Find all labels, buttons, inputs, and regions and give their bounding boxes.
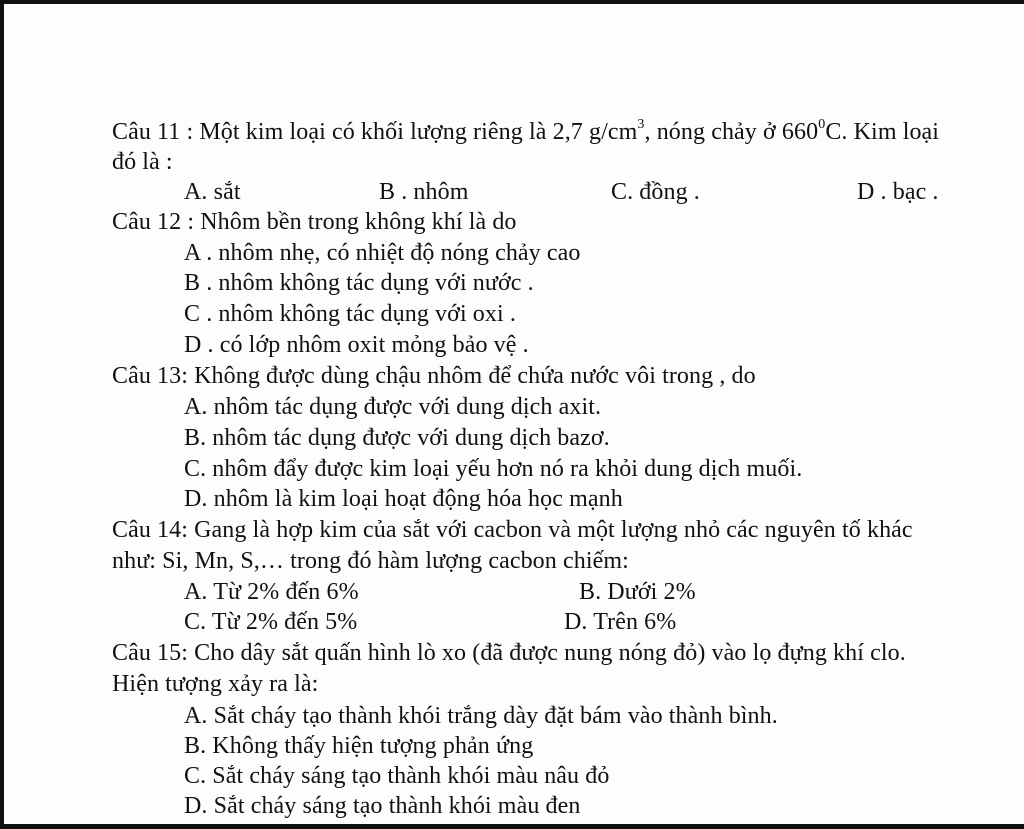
question-14-text-cont: như: Si, Mn, S,… trong đó hàm lượng cacbon chiếm: [112, 548, 629, 574]
question-12-option-c: C . nhôm không tác dụng với oxi . [184, 301, 516, 327]
question-12-text: Câu 12 : Nhôm bền trong không khí là do [112, 209, 517, 235]
question-13-text: Câu 13: Không được dùng chậu nhôm để chứa nước vôi trong , do [112, 363, 756, 389]
question-15-text-cont: Hiện tượng xảy ra là: [112, 671, 319, 697]
question-12-option-a: A . nhôm nhẹ, có nhiệt độ nóng chảy cao [184, 240, 581, 266]
question-11-option-d: D . bạc . [857, 179, 939, 205]
question-15-option-d: D. Sắt cháy sáng tạo thành khói màu đen [184, 793, 581, 819]
question-13-option-c: C. nhôm đẩy được kim loại yếu hơn nó ra khỏi dung dịch muối. [184, 456, 803, 482]
question-11-text: Câu 11 : Một kim loại có khối lượng riêng là 2,7 $g/cm^3$, nóng chảy ở $660^0C$. Kim loại [112, 117, 940, 145]
question-15-option-a: A. Sắt cháy tạo thành khói trắng dày đặt bám vào thành bình. [184, 703, 778, 729]
question-14-option-d: D. Trên 6% [564, 609, 677, 635]
question-11-option-b: B . nhôm [379, 179, 469, 205]
question-13-option-a: A. nhôm tác dụng được với dung dịch axit. [184, 394, 602, 420]
question-15-text: Câu 15: Cho dây sắt quấn hình lò xo (đã được nung nóng đỏ) vào lọ đựng khí clo. [112, 640, 906, 666]
question-12-option-b: B . nhôm không tác dụng với nước . [184, 270, 534, 296]
question-13-option-d: D. nhôm là kim loại hoạt động hóa học mạnh [184, 486, 623, 512]
question-14-option-b: B. Dưới 2% [579, 579, 696, 605]
question-14-option-a: A. Từ 2% đến 6% [184, 579, 359, 605]
question-12-option-d: D . có lớp nhôm oxit mỏng bảo vệ . [184, 332, 529, 358]
document-page [4, 4, 1024, 824]
question-15-option-c: C. Sắt cháy sáng tạo thành khói màu nâu đỏ [184, 763, 610, 789]
question-11-text-cont: đó là : [112, 149, 173, 175]
question-14-text: Câu 14: Gang là hợp kim của sắt với cacbon và một lượng nhỏ các nguyên tố khác [112, 517, 913, 543]
question-14-option-c: C. Từ 2% đến 5% [184, 609, 358, 635]
question-13-option-b: B. nhôm tác dụng được với dung dịch bazơ. [184, 425, 610, 451]
question-15-option-b: B. Không thấy hiện tượng phản ứng [184, 733, 534, 759]
question-11-option-a: A. sắt [184, 179, 241, 205]
question-11-option-c: C. đồng . [611, 179, 700, 205]
